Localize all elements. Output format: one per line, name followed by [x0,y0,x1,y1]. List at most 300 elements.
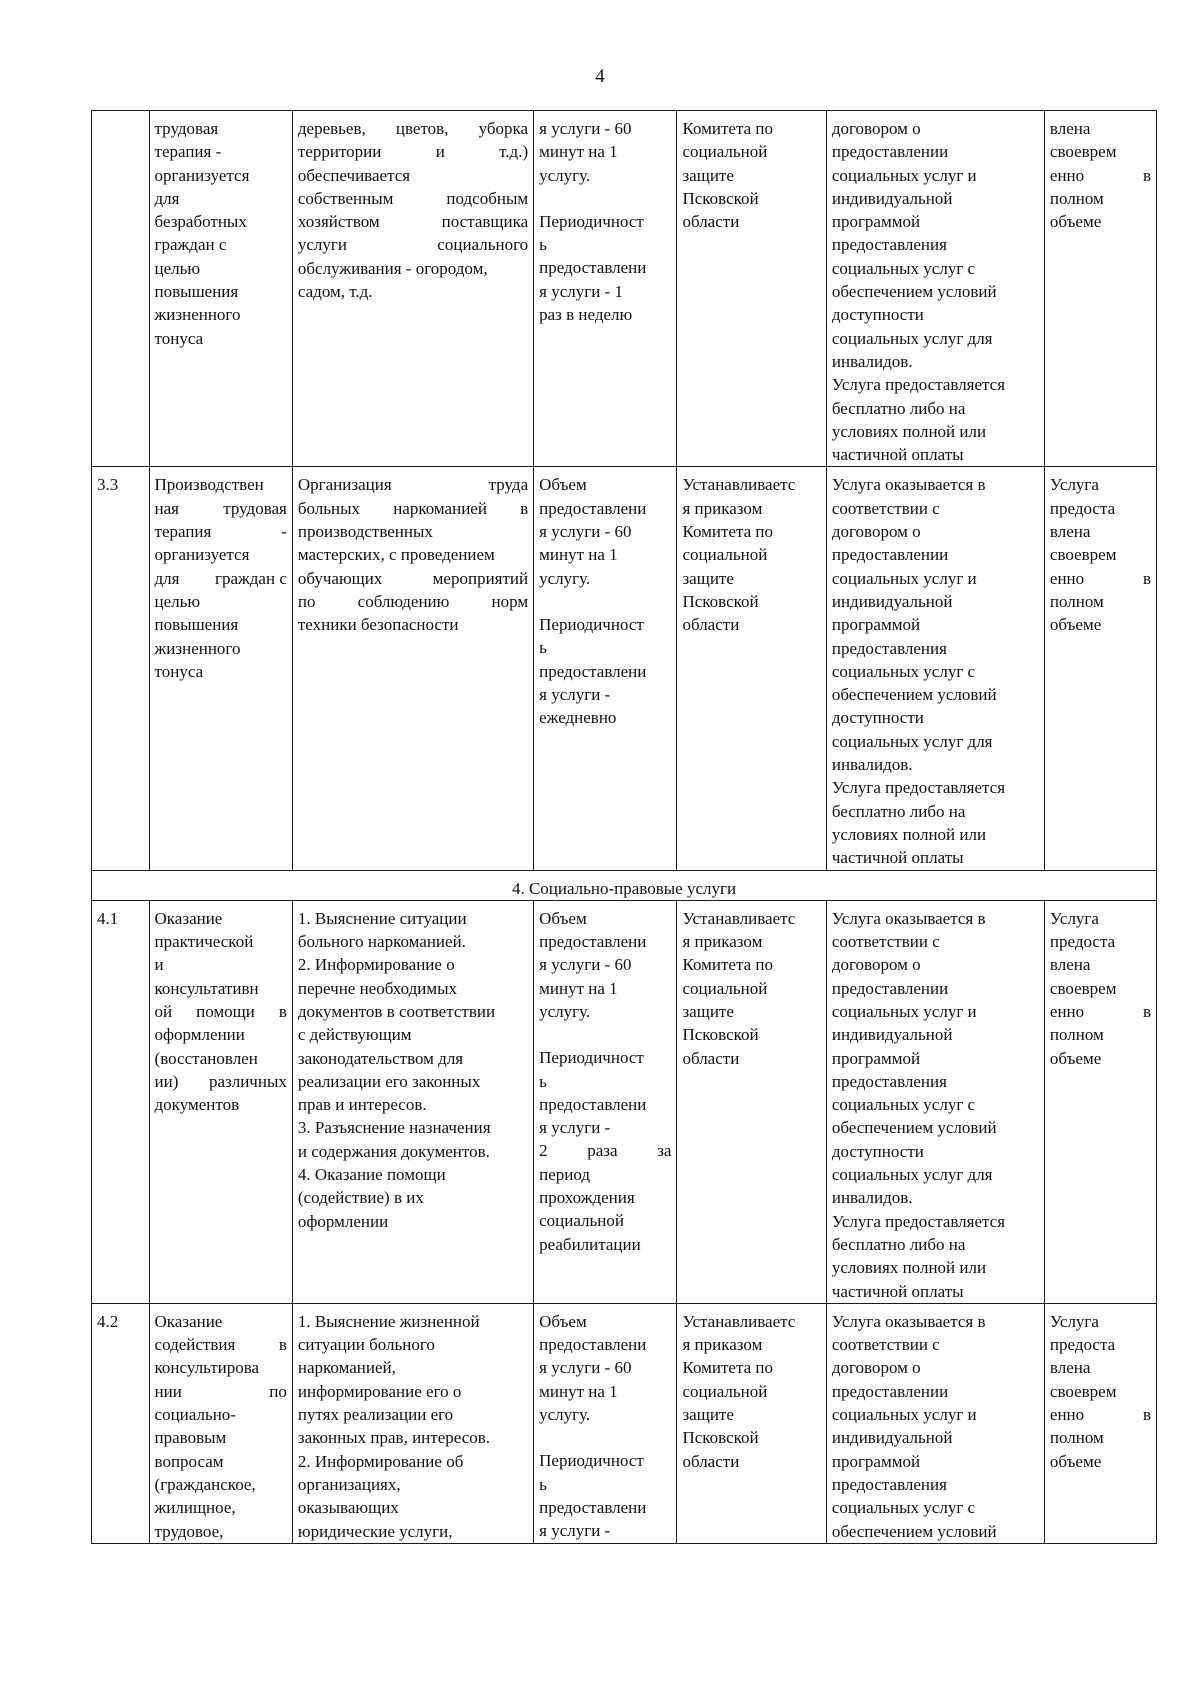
text-line: социальных услуг с [831,1498,976,1518]
text-line: области [682,212,740,232]
word: в [1142,1405,1151,1425]
text-line: безработных [154,212,247,232]
text-line: жизненного [154,638,241,658]
blank-line [539,187,671,210]
text-line: Устанавливаетс [682,1311,796,1331]
table-row [92,1303,1157,1543]
text-line: обеспечивается [297,165,411,185]
word: в [278,1335,287,1355]
text-line [155,497,287,520]
text-line: минут на 1 [539,978,618,998]
text-line: области [682,1048,740,1068]
text-line: услугу. [539,1001,591,1021]
word: в [1142,568,1151,588]
tariff-cell [677,467,826,870]
word: хозяйством [297,212,380,232]
word: енно [1049,1001,1085,1021]
text-line: социальных услуг и [831,1001,977,1021]
text-line: договором о [831,1358,921,1378]
text-line: жилищное, [154,1498,236,1518]
text-line: ь [539,1474,547,1494]
word: Организация [297,475,392,495]
text-line: индивидуальной [831,188,953,208]
word: - [281,522,287,542]
text-line: частичной оплаты [831,445,964,465]
text-line: договором о [831,522,921,542]
text-line: 3. Разъяснение назначения [297,1118,491,1138]
text-line: социальных услуг для [831,328,993,348]
text-line: я услуги - [539,1118,611,1138]
text-line: социальных услуг с [831,258,976,278]
text-line: минут на 1 [539,142,618,162]
word: уборка [478,119,529,138]
text-line: правовым [154,1428,227,1448]
text-line: оформлении [154,1025,245,1045]
text-line: инвалидов. [831,351,913,371]
text-line: трудовое, [154,1521,224,1541]
text-line: перечне необходимых [297,978,458,998]
text-line: Услуга [1049,1311,1099,1331]
text-line [298,567,528,590]
text-line: объеме [1049,615,1102,635]
text-line: условиях полной или [831,824,987,844]
text-line: своеврем [1049,142,1117,162]
conditions-cell [826,467,1044,870]
text-line: наркоманией, [297,1358,396,1378]
text-line: я услуги - 60 [539,119,632,138]
text-line: Объем [539,1311,587,1331]
word: труда [488,475,529,495]
word: для [154,568,180,588]
text-line: я приказом [682,932,763,952]
text-line: услугу. [539,165,591,185]
text-line: Комитета по [682,119,773,138]
text-line: предоста [1049,932,1116,952]
text-line: полном [1049,1025,1104,1045]
text-line: информирование его о [297,1381,462,1401]
table-row [92,900,1157,1303]
text-line: объеме [1049,1451,1102,1471]
text-line: Услуга предоставляется [831,778,1006,798]
text-line: граждан с [154,235,227,255]
text-line [1050,164,1151,187]
text-line: предоставлени [539,1497,647,1517]
text-line: защите [682,1001,734,1021]
text-line: Оказание [154,908,223,928]
word: услуги [297,235,347,255]
text-line: прав и интересов. [297,1095,427,1115]
word: т.д.) [499,142,529,162]
conditions-cell [826,1303,1044,1543]
text-line: Производствен [154,475,264,495]
service-name-cell [149,1303,292,1543]
row-number-cell: 4.2 [92,1303,150,1543]
text-line: бесплатно либо на [831,1234,966,1254]
text-line: предоста [1049,498,1116,518]
text-line: Услуга [1049,908,1099,928]
text-line: инвалидов. [831,1188,913,1208]
text-line: полном [1049,188,1104,208]
text-line: Периодичност [539,211,644,231]
text-line: тонуса [154,661,204,681]
text-line [298,233,528,256]
text-line: предоставлении [831,1381,949,1401]
text-line: Псковской [682,1025,759,1045]
text-line: частичной оплаты [831,848,964,868]
text-line [1050,1403,1151,1426]
text-line: частичной оплаты [831,1281,964,1301]
text-line: Периодичност [539,614,644,634]
text-line: Услуга оказывается в [831,908,986,928]
text-line: социальной [682,1381,768,1401]
service-name-cell [149,900,292,1303]
text-line: организациях, [297,1474,401,1494]
text-line: я услуги - 60 [539,955,632,975]
text-line: (гражданское, [154,1474,256,1494]
text-line: 2. Информирование о [297,955,455,975]
service-description-cell [292,467,533,870]
word: поставщика [441,212,529,232]
text-line: больного наркоманией. [297,932,466,952]
word: терапия [154,522,212,542]
word: ии) [154,1071,179,1091]
conditions-cell [826,900,1044,1303]
word: раза [587,1141,618,1161]
text-line: (восстановлен [154,1048,258,1068]
text-line: прохождения [539,1188,635,1208]
text-line: условиях полной или [831,421,987,441]
text-line: 4. Оказание помощи [297,1165,446,1185]
quality-indicators-cell [1044,467,1156,870]
text-line: социальной [682,142,768,162]
text-line: вопросам [154,1451,224,1471]
text-line: Услуга предоставляется [831,1211,1006,1231]
text-line: документов [154,1095,240,1115]
text-line: для [154,188,180,208]
text-line [155,1000,287,1023]
text-line: обслуживания - огородом, [297,258,488,278]
text-line: 1. Выяснение ситуации [297,908,467,928]
word: помощи [196,1001,255,1021]
row-number-cell: 4.1 [92,900,150,1303]
text-line: услугу. [539,1405,591,1425]
text-line: реализации его законных [297,1071,481,1091]
text-line: законных прав, интересов. [297,1428,491,1448]
quality-indicators-cell [1044,1303,1156,1543]
text-line: Псковской [682,1428,759,1448]
text-line: программой [831,1451,921,1471]
text-line: социально- [154,1405,236,1425]
text-line: доступности [831,1141,924,1161]
volume-periodicity-cell [534,467,677,870]
conditions-cell [826,111,1044,467]
text-line: тонуса [154,328,204,348]
text-line: юридические услуги, [297,1521,453,1541]
text-line: соответствии с [831,1335,940,1355]
text-line: социальных услуг с [831,661,976,681]
word: и [435,142,445,162]
text-line: бесплатно либо на [831,801,966,821]
text-line: своеврем [1049,545,1117,565]
text-line: социальных услуг для [831,731,993,751]
word: енно [1049,1405,1085,1425]
word: граждан с [215,568,287,588]
text-line: социальных услуг и [831,568,977,588]
text-line: практической [154,932,254,952]
text-line: реабилитации [539,1234,641,1254]
word: мероприятий [432,568,529,588]
text-line: оказывающих [297,1498,399,1518]
service-name-cell [149,111,292,467]
text-line: области [682,1451,740,1471]
text-line: (содействие) в их [297,1188,424,1208]
text-line: соответствии с [831,932,940,952]
text-line: влена [1049,955,1091,975]
text-line: мастерских, с проведением [297,545,495,565]
word: 2 [539,1141,548,1161]
text-line: программой [831,212,921,232]
text-line: предоставлени [539,1094,647,1114]
text-line: предоставлени [539,661,647,681]
blank-line [539,590,671,613]
text-line: предоставлении [831,545,949,565]
text-line: индивидуальной [831,1025,953,1045]
text-line [298,497,528,520]
word: цветов, [395,119,449,138]
text-line: я приказом [682,498,763,518]
text-line: жизненного [154,305,241,325]
text-line: договором о [831,955,921,975]
text-line: законодательством для [297,1048,464,1068]
text-line: Оказание [154,1311,223,1331]
word: собственным [297,188,394,208]
word: енно [1049,165,1085,185]
text-line: предоставлении [831,142,949,162]
text-line: объеме [1049,212,1102,232]
word: по [297,591,316,611]
text-line: защите [682,568,734,588]
word: наркоманией [393,498,487,518]
text-line: влена [1049,1358,1091,1378]
text-line [155,520,287,543]
text-line: области [682,615,740,635]
text-line: обеспечением условий [831,1521,997,1541]
quality-indicators-cell [1044,111,1156,467]
word: норм [491,591,529,611]
word: больных [297,498,361,518]
text-line: доступности [831,708,924,728]
word: за [657,1141,672,1161]
text-line: предоставлении [831,978,949,998]
text-line: организуется [154,165,250,185]
service-description-cell [292,1303,533,1543]
text-line: я услуги - [539,1521,611,1541]
text-line: Объем [539,475,587,495]
text-line [155,1333,287,1356]
text-line: и [154,955,164,975]
text-line: период [539,1164,591,1184]
volume-periodicity-cell [534,111,677,467]
word: нии [154,1381,182,1401]
text-line: социальных услуг и [831,1405,977,1425]
word: в [520,498,529,518]
tariff-cell [677,1303,826,1543]
row-number-cell [92,111,150,467]
text-line [298,117,528,140]
text-line [539,1139,671,1162]
text-line: обеспечением условий [831,282,997,302]
text-line: предоставления [831,1474,947,1494]
word: обучающих [297,568,383,588]
row-number-cell: 3.3 [92,467,150,870]
text-line [298,473,528,496]
text-line: Объем [539,908,587,928]
table-row [92,467,1157,870]
text-line: социальной [682,545,768,565]
text-line: предоста [1049,1335,1116,1355]
text-line: целью [154,258,201,278]
volume-periodicity-cell [534,1303,677,1543]
text-line: предоставлени [539,498,647,518]
text-line: защите [682,1405,734,1425]
text-line: предоставлени [539,258,647,278]
text-line: предоставления [831,1071,947,1091]
page-number: 4 [595,66,605,87]
text-line: документов в соответствии [297,1001,496,1021]
text-line: 2. Информирование об [297,1451,464,1471]
text-line: Псковской [682,188,759,208]
word: деревьев, [297,119,366,138]
text-line: ежедневно [539,708,617,728]
text-line: социальных услуг для [831,1165,993,1185]
text-line: я приказом [682,1335,763,1355]
text-line: ь [539,638,547,658]
text-line: условиях полной или [831,1258,987,1278]
text-line: влена [1049,119,1091,138]
text-line: объеме [1049,1048,1102,1068]
text-line: обеспечением условий [831,1118,997,1138]
service-description-cell [292,900,533,1303]
text-line: Услуга оказывается в [831,475,986,495]
text-line: программой [831,615,921,635]
word: содействия [154,1335,236,1355]
text-line: Услуга [1049,475,1099,495]
text-line: Комитета по [682,955,773,975]
text-line: 1. Выяснение жизненной [297,1311,480,1331]
text-line: социальной [682,978,768,998]
tariff-cell [677,111,826,467]
text-line [1050,567,1151,590]
blank-line [539,1023,671,1046]
text-line: Услуга оказывается в [831,1311,986,1331]
word: по [269,1381,287,1401]
word: трудовая [223,498,287,518]
text-line: трудовая [154,119,219,138]
word: территории [297,142,382,162]
text-line: Периодичност [539,1048,644,1068]
word: енно [1049,568,1085,588]
tariff-cell [677,900,826,1303]
text-line: терапия - [154,142,222,162]
text-line: обеспечением условий [831,685,997,705]
text-line: индивидуальной [831,591,953,611]
text-line: индивидуальной [831,1428,953,1448]
text-line: Псковской [682,591,759,611]
section-row [92,870,1157,900]
text-line: я услуги - 60 [539,522,632,542]
text-line [155,1380,287,1403]
text-line: целью [154,591,201,611]
text-line: садом, т.д. [297,282,373,302]
text-line: социальных услуг и [831,165,977,185]
text-line: своеврем [1049,978,1117,998]
text-line: повышения [154,282,239,302]
service-description-cell [292,111,533,467]
text-line: повышения [154,615,239,635]
text-line: влена [1049,522,1091,542]
text-line: производственных [297,522,433,542]
services-table [91,110,1157,1544]
text-line: минут на 1 [539,1381,618,1401]
text-line: программой [831,1048,921,1068]
text-line [298,590,528,613]
text-line: организуется [154,545,250,565]
word: социального [437,235,529,255]
volume-periodicity-cell [534,900,677,1303]
text-line: социальной [539,1211,624,1231]
table-row [92,111,1157,467]
text-line: ь [539,235,547,255]
word: соблюдению [357,591,450,611]
text-line [155,1070,287,1093]
text-line: Периодичност [539,1451,644,1471]
text-line: услугу. [539,568,591,588]
blank-line [539,1426,671,1449]
section-title: 4. Социально-правовые услуги [92,870,1157,900]
text-line: ситуации больного [297,1335,435,1355]
text-line: своеврем [1049,1381,1117,1401]
text-line: бесплатно либо на [831,398,966,418]
word: в [278,1001,287,1021]
text-line: я услуги - 1 [539,281,623,301]
word: в [1142,165,1151,185]
text-line: предоставления [831,235,947,255]
text-line [155,567,287,590]
quality-indicators-cell [1044,900,1156,1303]
text-line: и содержания документов. [297,1141,490,1161]
text-line: Услуга предоставляется [831,375,1006,395]
text-line: социальных услуг с [831,1095,976,1115]
text-line: защите [682,165,734,185]
word: подсобным [446,188,529,208]
text-line: минут на 1 [539,545,618,565]
text-line: ь [539,1071,547,1091]
text-line: доступности [831,305,924,325]
text-line: я услуги - 60 [539,1358,632,1378]
text-line: полном [1049,1428,1104,1448]
text-line: предоставлени [539,1335,647,1355]
text-line: с действующим [297,1025,412,1045]
text-line [298,187,528,210]
text-line: Устанавливаетс [682,475,796,495]
text-line: соответствии с [831,498,940,518]
word: ная [154,498,179,518]
text-line [298,210,528,233]
text-line [1050,1000,1151,1023]
word: в [1142,1001,1151,1021]
word: ой [154,1001,173,1021]
text-line: консультирова [154,1358,260,1378]
